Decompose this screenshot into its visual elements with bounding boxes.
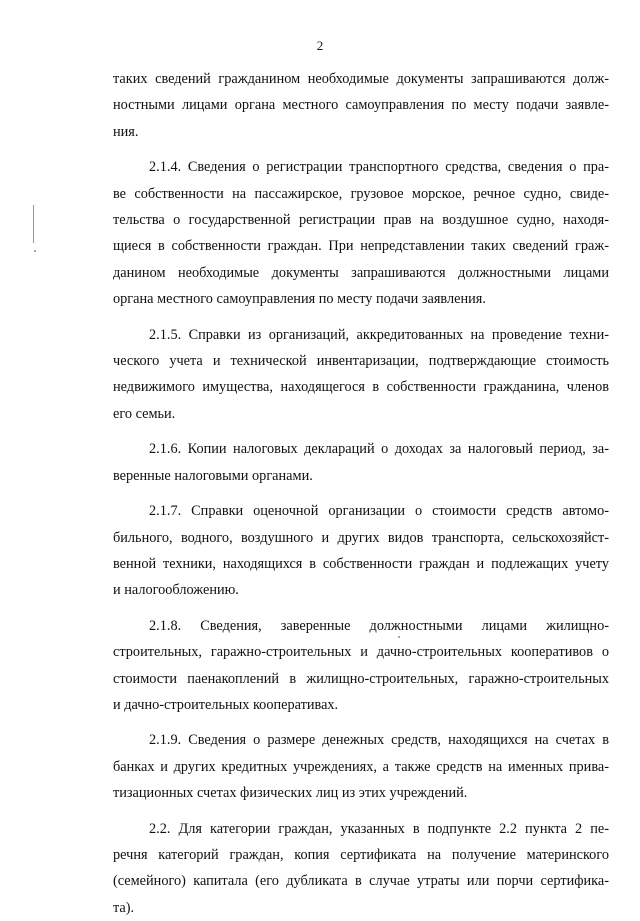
paragraph-2-1-9 xyxy=(113,727,609,806)
text-line: та). xyxy=(113,899,135,916)
text-line: его семьи. xyxy=(113,405,176,422)
text-line: щиеся в собственности граждан. При непредставлении таких сведений граж- xyxy=(113,238,609,255)
text-line: таких сведений гражданином необходимые документы запрашиваются долж- xyxy=(113,71,609,87)
document-body xyxy=(113,66,609,921)
text-line: 2.1.6. Копии налоговых деклараций о доходах за налоговый период, за- xyxy=(149,441,609,458)
paragraph-2-2 xyxy=(113,816,609,921)
text-line: 2.2. Для категории граждан, указанных в подпункте 2.2 пункта 2 пе- xyxy=(149,820,609,837)
text-line: 2.1.8. Сведения, заверенные должностными лицами жилищно- xyxy=(149,617,609,634)
text-line: 2.1.5. Справки из организаций, аккредитованных на проведение техни- xyxy=(149,326,609,343)
text-line: банках и других кредитных учреждениях, а также средств на именных прива- xyxy=(113,758,609,775)
text-line: бильного, водного, воздушного и других видов транспорта, сельскохозяйст- xyxy=(113,529,609,546)
paragraph-continuation xyxy=(113,66,609,145)
text-line: строительных, гаражно-строительных и дачно-строительных кооперативов о xyxy=(113,644,609,661)
text-line: тельства о государственной регистрации прав на воздушное судно, находя- xyxy=(113,212,609,229)
paragraph-2-1-4 xyxy=(113,154,609,312)
text-line: ния. xyxy=(113,123,139,140)
scan-margin-mark xyxy=(33,205,34,243)
text-line: 2.1.4. Сведения о регистрации транспортного средства, сведения о пра- xyxy=(149,159,609,176)
text-line: стоимости паенакоплений в жилищно-строительных, гаражно-строительных xyxy=(113,670,609,687)
text-line: и налогообложению. xyxy=(113,582,239,599)
paragraph-2-1-7 xyxy=(113,498,609,604)
text-line: 2.1.7. Справки оценочной организации о стоимости средств автомо- xyxy=(149,503,609,520)
paragraph-2-1-8 xyxy=(113,613,609,719)
text-line: тизационных счетах физических лиц из этих учреждений. xyxy=(113,785,468,802)
text-line: и дачно-строительных кооперативах. xyxy=(113,696,339,713)
text-line: 2.1.9. Сведения о размере денежных средств, находящихся на счетах в xyxy=(149,732,609,749)
text-line: ческого учета и технической инвентаризации, подтверждающие стоимость xyxy=(113,353,609,370)
page-number: 2 xyxy=(316,38,324,53)
text-line: веренные налоговыми органами. xyxy=(113,467,313,484)
text-line: ве собственности на пассажирское, грузовое морское, речное судно, свиде- xyxy=(113,185,609,202)
text-line: венной техники, находящихся в собственности граждан и подлежащих учету xyxy=(113,555,609,572)
paragraph-2-1-5 xyxy=(113,322,609,428)
text-line: речня категорий граждан, копия сертификата на получение материнского xyxy=(113,846,609,863)
text-line: (семейного) капитала (его дубликата в случае утраты или порчи сертифика- xyxy=(113,873,609,890)
scan-speck xyxy=(34,250,36,252)
paragraph-2-1-6 xyxy=(113,436,609,489)
text-line: недвижимого имущества, находящегося в собственности гражданина, членов xyxy=(113,379,609,396)
text-line: данином необходимые документы запрашиваются должностными лицами xyxy=(113,264,609,281)
text-line: ностными лицами органа местного самоуправления по месту подачи заявле- xyxy=(113,97,609,114)
text-line: органа местного самоуправления по месту подачи заявления. xyxy=(113,291,486,308)
